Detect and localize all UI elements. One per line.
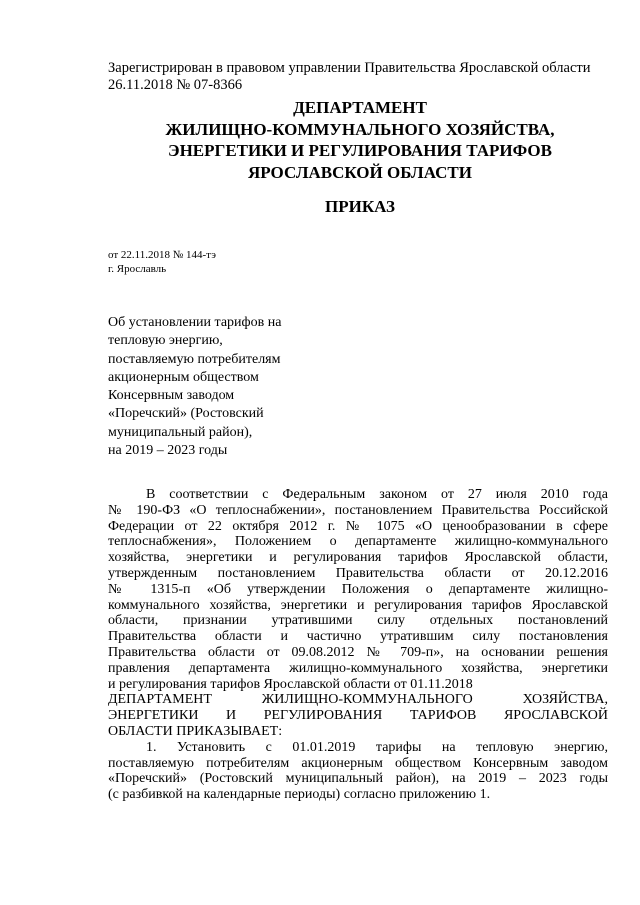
clause-1-line: поставляемую потребителям акционерным обществом Консервным заводом — [108, 755, 608, 771]
registration-stamp — [108, 60, 618, 94]
order-directive-line: ОБЛАСТИ ПРИКАЗЫВАЕТ: — [108, 723, 283, 739]
subject-line: «Поречский» (Ростовский — [108, 406, 264, 422]
order-meta — [108, 248, 216, 276]
preamble-line: области, признании утратившими силу отдельных постановлений — [108, 613, 608, 629]
preamble-line: Правительства области и частично утратившим силу постановления — [108, 629, 608, 645]
department-title-line-2: ЖИЛИЩНО-КОММУНАЛЬНОГО ХОЗЯЙСТВА, — [165, 119, 555, 139]
clause-1-line: 1. Установить с 01.01.2019 тарифы на тепловую энергию, — [146, 739, 608, 755]
subject-line: Об установлении тарифов на — [108, 315, 282, 330]
preamble-line: утвержденным постановлением Правительства области от 20.12.2016 — [108, 565, 608, 581]
order-subject — [108, 314, 328, 460]
document-type-heading: ПРИКАЗ — [325, 197, 395, 216]
subject-line: поставляемую потребителям — [108, 351, 281, 367]
subject-line: Консервным заводом — [108, 388, 235, 404]
order-date-number: от 22.11.2018 № 144-тэ — [108, 249, 216, 261]
preamble-line: теплоснабжения», Положением о департаменте жилищно-коммунального — [108, 534, 608, 550]
preamble-line: № 190-ФЗ «О теплоснабжении», постановлением Правительства Российской — [108, 502, 608, 518]
preamble-line: Правительства области от 09.08.2012 № 709-п», на основании решения — [108, 644, 608, 660]
order-city: г. Ярославль — [108, 263, 167, 275]
registration-line-2: 26.11.2018 № 07-8366 — [108, 77, 243, 93]
department-title — [80, 97, 640, 183]
preamble-line: хозяйства, энергетики и регулирования тарифов Ярославской области, — [108, 550, 608, 566]
preamble-line: и регулирования тарифов Ярославской области от 01.11.2018 — [108, 676, 473, 692]
order-body — [108, 487, 608, 803]
department-title-line-3: ЭНЕРГЕТИКИ И РЕГУЛИРОВАНИЯ ТАРИФОВ — [168, 141, 552, 160]
order-directive-line: ЭНЕРГЕТИКИ И РЕГУЛИРОВАНИЯ ТАРИФОВ ЯРОСЛАВСКОЙ — [108, 708, 608, 724]
department-title-line-4: ЯРОСЛАВСКОЙ ОБЛАСТИ — [248, 162, 472, 182]
preamble-line: Федерации от 22 октября 2012 г. № 1075 «О ценообразовании в сфере — [108, 518, 608, 534]
preamble-line: коммунального хозяйства, энергетики и регулирования тарифов Ярославской — [108, 597, 608, 613]
clause-1-line: (с разбивкой на календарные периоды) согласно приложению 1. — [108, 787, 491, 803]
subject-line: муниципальный район), — [108, 424, 253, 440]
registration-line-1: Зарегистрирован в правовом управлении Правительства Ярославской области — [108, 60, 591, 76]
subject-line: на 2019 – 2023 годы — [108, 443, 228, 459]
preamble-line: № 1315-п «Об утверждении Положения о департаменте жилищно- — [108, 581, 608, 597]
preamble-line: правления департамента жилищно-коммунального хозяйства, энергетики — [108, 660, 608, 676]
subject-line: тепловую энергию, — [108, 333, 223, 349]
preamble-line: В соответствии с Федеральным законом от 27 июля 2010 года — [146, 487, 608, 502]
clause-1-line: «Поречский» (Ростовский муниципальный район), на 2019 – 2023 годы — [108, 771, 608, 787]
order-directive-line: ДЕПАРТАМЕНТ ЖИЛИЩНО-КОММУНАЛЬНОГО ХОЗЯЙСТВА, — [108, 692, 608, 708]
department-title-line-1: ДЕПАРТАМЕНТ — [293, 98, 427, 117]
subject-line: акционерным обществом — [108, 369, 259, 385]
